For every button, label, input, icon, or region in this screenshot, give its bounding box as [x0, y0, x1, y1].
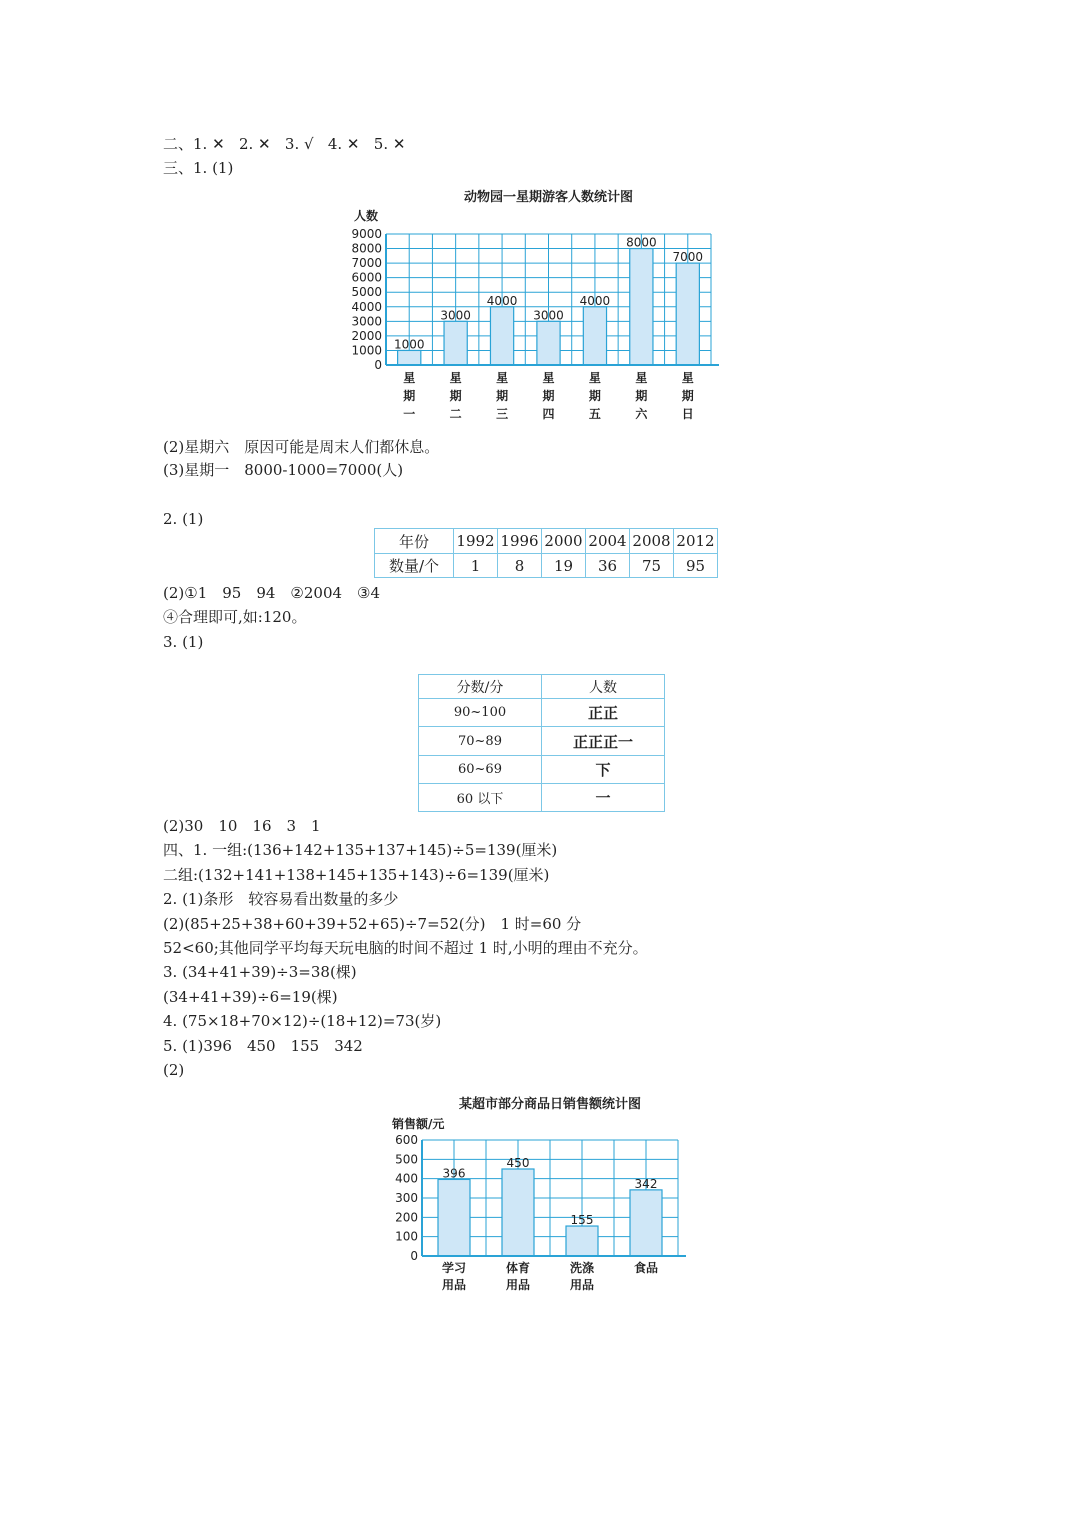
table-cell: 70~89 — [419, 727, 542, 756]
x-tick-label: 学习 — [441, 1261, 467, 1275]
x-tick-label: 六 — [635, 407, 648, 421]
data-label: 396 — [442, 1166, 466, 1181]
data-label: 4000 — [486, 293, 518, 308]
bar — [502, 1169, 534, 1256]
table-cell: 60 以下 — [419, 784, 542, 812]
data-label: 7000 — [672, 250, 704, 265]
data-label: 3000 — [533, 308, 564, 323]
table-cell: 8 — [498, 554, 542, 578]
y-tick-label: 0 — [410, 1249, 418, 1263]
score-tally-table — [418, 674, 665, 812]
x-tick-label: 二 — [449, 407, 462, 421]
x-tick-label: 四 — [542, 407, 555, 421]
y-tick-label: 2000 — [351, 328, 382, 343]
x-tick-label: 星 — [542, 371, 555, 385]
table-cell: 数量/个 — [375, 554, 454, 578]
answer-line-10: 四、1. 一组:(136+142+135+137+145)÷5=139(厘米) — [163, 841, 558, 859]
table-row — [419, 784, 665, 812]
table-cell: 人数 — [542, 675, 665, 699]
table-row — [419, 727, 665, 756]
y-axis-label: 人数 — [354, 209, 379, 223]
tally-cell: 正正 — [542, 699, 665, 727]
table-cell: 75 — [630, 554, 674, 578]
x-tick-label: 星 — [588, 371, 601, 385]
bar — [438, 1179, 470, 1256]
x-tick-label: 用品 — [569, 1278, 595, 1292]
bar — [398, 350, 421, 365]
answer-line-4: (3)星期一 8000-1000=7000(人) — [163, 461, 404, 479]
y-tick-label: 3000 — [351, 314, 382, 329]
bar — [630, 1190, 662, 1256]
table-row — [375, 529, 718, 554]
bar — [630, 249, 653, 365]
answer-line-18: 5. (1)396 450 155 342 — [163, 1037, 363, 1055]
bar — [444, 321, 467, 365]
y-tick-label: 200 — [395, 1210, 418, 1225]
x-tick-label: 期 — [542, 389, 555, 403]
tally-cell: 下 — [542, 756, 665, 784]
x-tick-label: 期 — [681, 389, 694, 403]
y-tick-label: 9000 — [351, 227, 382, 241]
x-tick-label: 星 — [403, 371, 416, 385]
answer-line-15: 3. (34+41+39)÷3=38(棵) — [163, 963, 357, 981]
y-tick-label: 100 — [395, 1229, 418, 1244]
year-quantity-table — [374, 528, 718, 578]
data-label: 450 — [506, 1156, 530, 1170]
table-cell: 95 — [674, 554, 718, 578]
answer-line-11: 二组:(132+141+138+145+135+143)÷6=139(厘米) — [163, 866, 550, 884]
answer-line-16: (34+41+39)÷6=19(棵) — [163, 988, 338, 1006]
table-cell: 分数/分 — [419, 675, 542, 699]
y-axis-label: 销售额/元 — [392, 1117, 445, 1131]
table-row — [375, 554, 718, 578]
x-tick-label: 日 — [681, 407, 694, 421]
answer-line-8: 3. (1) — [163, 633, 204, 651]
table-cell: 19 — [542, 554, 586, 578]
answer-line-14: 52<60;其他同学平均每天玩电脑的时间不超过 1 时,小明的理由不充分。 — [163, 939, 648, 957]
y-tick-label: 5000 — [351, 285, 382, 300]
chart-title: 动物园一星期游客人数统计图 — [463, 190, 634, 205]
data-label: 8000 — [626, 235, 657, 250]
tally-cell: 正正正一 — [542, 727, 665, 756]
answer-line-3: (2)星期六 原因可能是周末人们都休息。 — [163, 438, 440, 456]
chart-title: 某超市部分商品日销售额统计图 — [458, 1097, 642, 1112]
answer-line-1: 二、1. ✕ 2. ✕ 3. √ 4. ✕ 5. ✕ — [163, 135, 406, 153]
y-tick-label: 1000 — [351, 343, 382, 358]
zoo-visitors-chart — [340, 182, 740, 427]
answer-line-19: (2) — [163, 1061, 185, 1079]
y-tick-label: 500 — [395, 1152, 418, 1167]
table-row — [419, 756, 665, 784]
x-tick-label: 三 — [496, 407, 509, 421]
table-cell: 1996 — [498, 529, 542, 554]
table-row — [419, 675, 665, 699]
bar — [676, 263, 699, 365]
x-tick-label: 期 — [403, 389, 416, 403]
table-row — [419, 699, 665, 727]
x-tick-label: 体育 — [505, 1261, 531, 1275]
y-tick-label: 0 — [374, 358, 382, 372]
table-cell: 2000 — [542, 529, 586, 554]
tally-cell: 一 — [542, 784, 665, 812]
x-tick-label: 星 — [635, 371, 648, 385]
answer-line-17: 4. (75×18+70×12)÷(18+12)=73(岁) — [163, 1012, 442, 1030]
supermarket-sales-chart — [380, 1090, 700, 1300]
x-tick-label: 用品 — [505, 1278, 531, 1292]
bar — [490, 307, 513, 365]
y-tick-label: 400 — [395, 1171, 418, 1186]
answer-line-12: 2. (1)条形 较容易看出数量的多少 — [163, 890, 399, 908]
y-tick-label: 300 — [395, 1191, 418, 1205]
data-label: 342 — [634, 1176, 658, 1191]
table-cell: 2008 — [630, 529, 674, 554]
x-tick-label: 期 — [449, 389, 462, 403]
table-cell: 90~100 — [419, 699, 542, 727]
answer-line-2: 三、1. (1) — [163, 159, 234, 177]
table-cell: 36 — [586, 554, 630, 578]
data-label: 4000 — [579, 293, 611, 308]
bar — [566, 1226, 598, 1256]
x-tick-label: 食品 — [633, 1261, 659, 1275]
data-label: 3000 — [440, 308, 471, 323]
y-tick-label: 7000 — [351, 256, 382, 271]
answer-line-6: (2)①1 95 94 ②2004 ③4 — [163, 584, 381, 602]
x-tick-label: 星 — [449, 371, 462, 385]
x-tick-label: 用品 — [441, 1278, 467, 1292]
x-tick-label: 期 — [496, 389, 509, 403]
y-tick-label: 4000 — [351, 299, 382, 314]
y-tick-label: 6000 — [351, 270, 382, 285]
x-tick-label: 期 — [588, 389, 601, 403]
answer-line-9: (2)30 10 16 3 1 — [163, 817, 321, 835]
x-tick-label: 一 — [403, 407, 416, 421]
bar — [537, 321, 560, 365]
table-cell: 60~69 — [419, 756, 542, 784]
x-tick-label: 星 — [496, 371, 509, 385]
x-tick-label: 五 — [588, 407, 601, 421]
table-cell: 2012 — [674, 529, 718, 554]
data-label: 1000 — [393, 337, 425, 352]
y-tick-label: 8000 — [351, 241, 382, 256]
y-tick-label: 600 — [395, 1133, 418, 1147]
table-cell: 年份 — [375, 529, 454, 554]
answer-line-7: ④合理即可,如:120。 — [163, 608, 307, 626]
table-cell: 1992 — [454, 529, 498, 554]
table-cell: 1 — [454, 554, 498, 578]
x-tick-label: 星 — [681, 371, 694, 385]
x-tick-label: 洗涤 — [569, 1261, 595, 1275]
data-label: 155 — [570, 1213, 594, 1228]
table-cell: 2004 — [586, 529, 630, 554]
bar — [583, 307, 606, 365]
x-tick-label: 期 — [635, 389, 648, 403]
answer-line-13: (2)(85+25+38+60+39+52+65)÷7=52(分) 1 时=60 分 — [163, 915, 582, 933]
answer-line-5: 2. (1) — [163, 510, 204, 528]
